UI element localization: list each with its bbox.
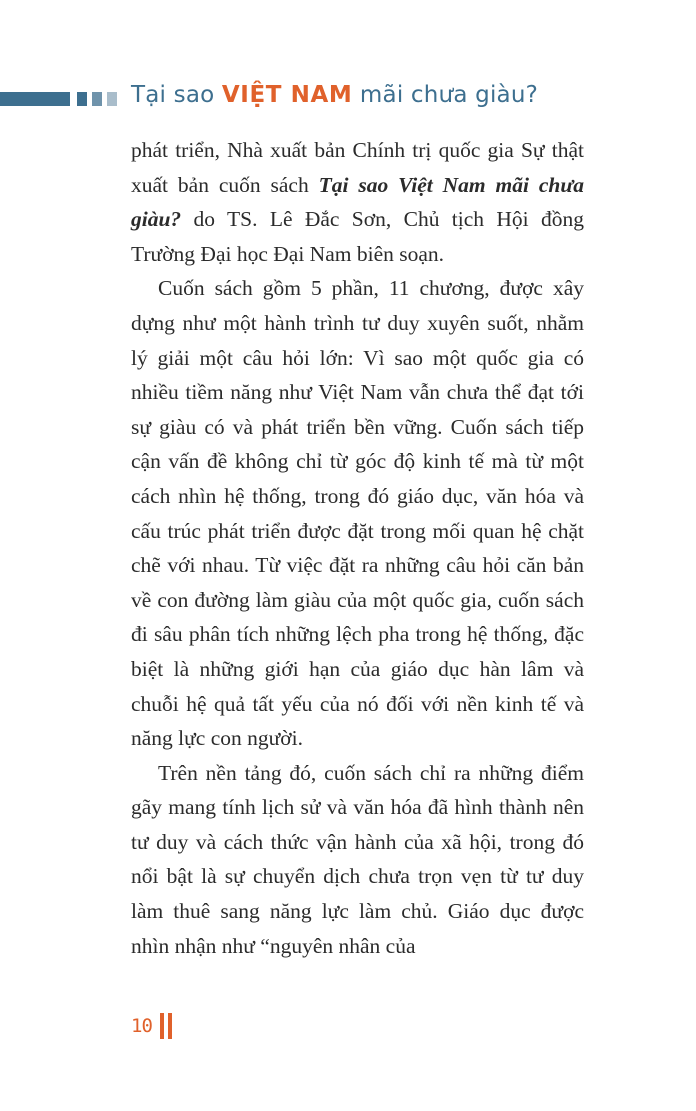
body-text: [131, 133, 584, 963]
paragraph-2: Cuốn sách gồm 5 phần, 11 chương, được xây dựng như một hành trình tư duy xuyên suốt, nhằm lý giải một câu hỏi lớn: Vì sao một quốc gia có nhiều tiềm năng như Việt Nam vẫn chưa thể đạt tới sự giàu có và phát triển bền vững. Cuốn sách tiếp cận vấn đề không chỉ từ góc độ kinh tế mà từ một cách nhìn hệ thống, trong đó giáo dục, văn hóa và cấu trúc phát triển được đặt trong mối quan hệ chặt chẽ với nhau. Từ việc đặt ra những câu hỏi căn bản về con đường làm giàu của một quốc gia, cuốn sách đi sâu phân tích những lệch pha trong hệ thống, đặc biệt là những giới hạn của giáo dục hàn lâm và chuỗi hệ quả tất yếu của nó đối với nền kinh tế và năng lực con người.: [131, 276, 584, 751]
book-title: Tại sao Việt Nam mãi chưa giàu?: [131, 172, 584, 232]
paragraph-3: Trên nền tảng đó, cuốn sách chỉ ra những điểm gãy mang tính lịch sử và văn hóa đã hình thành nên tư duy và cách thức vận hành của xã hội, trong đó nổi bật là sự chuyển dịch chưa trọn vẹn từ tư duy làm thuê sang năng lực làm chủ. Giáo dục được nhìn nhận như “nguyên nhân của: [131, 760, 584, 958]
header-title-prefix: Tại sao: [131, 82, 222, 108]
page-number: 10: [131, 1015, 152, 1037]
header-title-highlight: VIỆT NAM: [221, 82, 353, 108]
running-header: [0, 80, 696, 116]
page-marker-icon: [160, 1013, 174, 1039]
paragraph-1-end: do TS. Lê Đắc Sơn, Chủ tịch Hội đồng Trường Đại học Đại Nam biên soạn.: [131, 207, 584, 266]
header-title-suffix: mãi chưa giàu?: [352, 82, 539, 108]
header-decor-block: [107, 92, 117, 106]
paragraph-1-start: phát triển, Nhà xuất bản Chính trị quốc gia Sự thật xuất bản cuốn sách: [131, 138, 584, 197]
page-footer: [131, 1012, 174, 1042]
header-decor-block: [92, 92, 102, 106]
running-header-title: [131, 82, 538, 108]
paragraph-1: [131, 133, 584, 271]
header-decor-bar: [0, 92, 70, 106]
header-decor-block: [77, 92, 87, 106]
